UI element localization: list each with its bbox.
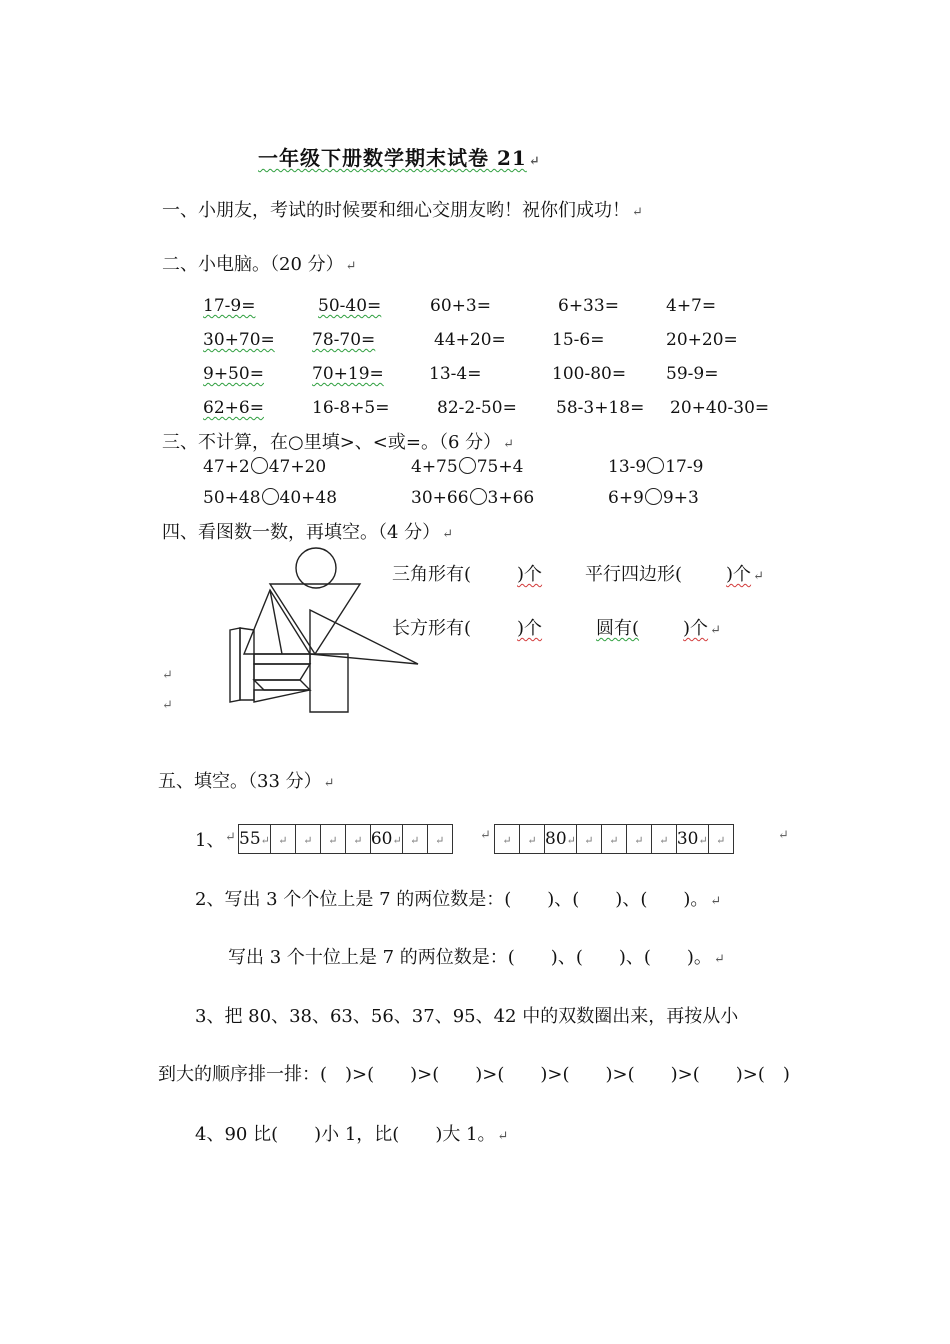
equation: 16-8+5= xyxy=(312,398,390,418)
equation: 62+6= xyxy=(203,398,264,418)
parallelogram-shape xyxy=(254,680,310,690)
sequence-cell[interactable]: 55↵ xyxy=(239,825,271,854)
comparison-item: 4+75 75+4 xyxy=(411,457,524,477)
number-sequence-2 xyxy=(494,824,734,854)
equation: 17-9= xyxy=(203,296,256,316)
equation: 78-70= xyxy=(312,330,376,350)
sequence-cell[interactable]: ↵ xyxy=(495,825,520,854)
equation: 58-3+18= xyxy=(556,398,645,418)
rectangle-shape xyxy=(254,654,310,664)
sequence-cell[interactable]: ↵ xyxy=(345,825,370,854)
answer-circle[interactable] xyxy=(470,488,487,505)
equation: 60+3= xyxy=(430,296,491,316)
sequence-cell[interactable]: ↵ xyxy=(601,825,626,854)
page-title: 一年级下册数学期末试卷 21 ↵ xyxy=(258,146,541,170)
equation: 100-80= xyxy=(552,364,627,384)
question-3-line-2: 到大的顺序排一排：( )>( )>( )>( )>( )>( )>( )>( ) xyxy=(158,1064,790,1085)
equation: 15-6= xyxy=(552,330,605,350)
comparison-item: 50+48 40+48 xyxy=(203,488,338,508)
section-5-heading: 五、填空。（33 分） ↵ xyxy=(158,771,335,792)
circle-count-line: 圆有( )个 ↵ xyxy=(596,618,721,639)
rectangle-shape xyxy=(230,628,240,702)
sequence-cell[interactable]: ↵ xyxy=(576,825,601,854)
equation: 20+40-30= xyxy=(670,398,770,418)
sequence-cell[interactable]: ↵ xyxy=(427,825,452,854)
answer-circle[interactable] xyxy=(647,457,664,474)
parallelogram-shape xyxy=(254,664,310,680)
paragraph-mark: ↵ xyxy=(162,668,173,683)
rectangle-shape xyxy=(240,628,254,700)
question-4: 4、90 比( )小 1，比( )大 1。 ↵ xyxy=(195,1124,509,1145)
sequence-cell[interactable]: ↵ xyxy=(270,825,295,854)
equation: 82-2-50= xyxy=(437,398,517,418)
answer-circle[interactable] xyxy=(459,457,476,474)
question-2-line-2: 写出 3 个十位上是 7 的两位数是：( )、( )、( )。 ↵ xyxy=(228,947,725,968)
equation: 9+50= xyxy=(203,364,264,384)
rectangle-shape xyxy=(310,654,348,712)
answer-circle[interactable] xyxy=(262,488,279,505)
sequence-cell[interactable]: ↵ xyxy=(402,825,427,854)
question-3-line-1: 3、把 80、38、63、56、37、95、42 中的双数圈出来，再按从小 xyxy=(195,1006,739,1027)
equation: 44+20= xyxy=(434,330,506,350)
sequence-cell[interactable]: ↵ xyxy=(295,825,320,854)
big-inverted-triangle xyxy=(270,584,360,654)
section-3-heading: 三、不计算，在○里填>、<或=。（6 分） ↵ xyxy=(162,432,515,453)
equation: 20+20= xyxy=(666,330,738,350)
equation: 30+70= xyxy=(203,330,275,350)
paragraph-mark: ↵ xyxy=(162,698,173,713)
comparison-item: 6+9 9+3 xyxy=(608,488,699,508)
question-2-line-1: 2、写出 3 个个位上是 7 的两位数是：( )、( )、( )。 ↵ xyxy=(195,889,722,910)
sequence-cell[interactable]: ↵ xyxy=(320,825,345,854)
sequence-cell[interactable]: ↵ xyxy=(708,825,733,854)
equation: 13-4= xyxy=(429,364,482,384)
question-1-label: 1、 xyxy=(195,830,225,851)
sequence-cell[interactable]: 30↵ xyxy=(676,825,708,854)
triangle-shape xyxy=(254,690,310,702)
comparison-item: 30+66 3+66 xyxy=(411,488,535,508)
section-4-heading: 四、看图数一数，再填空。（4 分） ↵ xyxy=(162,522,454,543)
number-sequence-1 xyxy=(238,824,453,854)
section-1-text: 一、小朋友，考试的时候要和细心交朋友哟！祝你们成功！ ↵ xyxy=(162,200,643,221)
sequence-cell[interactable]: ↵ xyxy=(520,825,545,854)
rectangle-count-line: 长方形有( )个 xyxy=(392,618,543,639)
comparison-item: 13-9 17-9 xyxy=(608,457,704,477)
triangle-count-line: 三角形有( )个 xyxy=(392,564,543,585)
equation: 4+7= xyxy=(666,296,717,316)
equation: 59-9= xyxy=(666,364,719,384)
sequence-cell[interactable]: ↵ xyxy=(626,825,651,854)
comparison-item: 47+2 47+20 xyxy=(203,457,327,477)
circle-shape xyxy=(296,548,336,588)
equation: 50-40= xyxy=(318,296,382,316)
section-2-heading: 二、小电脑。（20 分） ↵ xyxy=(162,254,357,275)
sequence-cell[interactable]: 80↵ xyxy=(545,825,577,854)
sequence-cell[interactable]: ↵ xyxy=(651,825,676,854)
answer-circle[interactable] xyxy=(251,457,268,474)
equation: 6+33= xyxy=(558,296,619,316)
equation: 70+19= xyxy=(312,364,384,384)
answer-circle[interactable] xyxy=(645,488,662,505)
sequence-cell[interactable]: 60↵ xyxy=(370,825,402,854)
parallelogram-count-line: 平行四边形( )个 ↵ xyxy=(585,564,764,585)
